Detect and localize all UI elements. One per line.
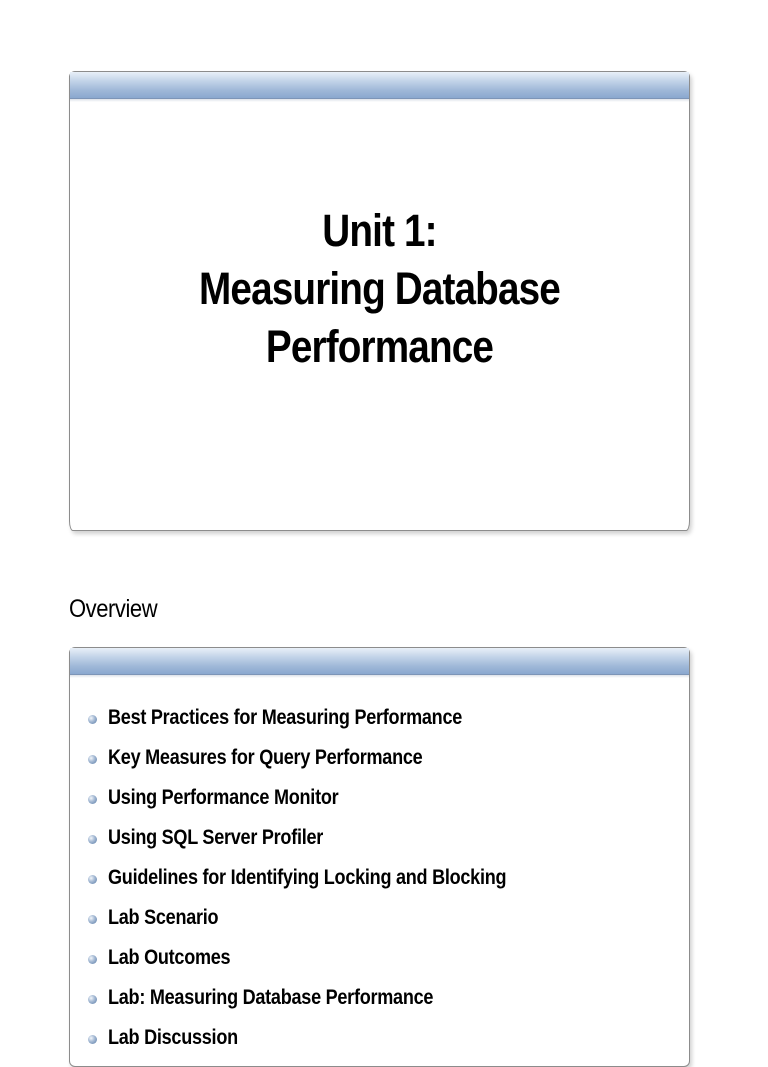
section-heading: Overview [69,595,158,623]
slide-title [113,202,645,376]
slide-header-band [70,648,689,675]
bullet-icon [88,995,97,1004]
slide-title-line-3: Performance [265,321,494,372]
bullet-text: Lab: Measuring Database Performance [108,986,434,1009]
list-item [88,818,688,858]
title-slide [69,71,690,531]
list-item [88,898,688,938]
bullet-icon [88,755,97,764]
bullet-icon [88,875,97,884]
bullet-text: Lab Outcomes [108,946,231,969]
bullet-text: Guidelines for Identifying Locking and Blocking [108,866,507,889]
bullet-text: Using SQL Server Profiler [108,826,324,849]
bullet-icon [88,715,97,724]
bullet-text: Using Performance Monitor [108,786,339,809]
bullet-text: Best Practices for Measuring Performance [108,706,463,729]
list-item [88,1018,688,1058]
bullet-text: Lab Scenario [108,906,219,929]
list-item [88,778,688,818]
bullet-icon [88,915,97,924]
bullet-icon [88,795,97,804]
list-item [88,738,688,778]
overview-slide [69,647,690,1067]
bullet-icon [88,955,97,964]
slide-title-line-1: Unit 1: [322,205,437,256]
slide-title-line-2: Measuring Database [199,263,560,314]
bullet-list [88,698,688,1058]
bullet-text: Key Measures for Query Performance [108,746,423,769]
list-item [88,978,688,1018]
bullet-text: Lab Discussion [108,1026,238,1049]
list-item [88,698,688,738]
list-item [88,858,688,898]
slide-header-band [70,72,689,99]
bullet-icon [88,835,97,844]
list-item [88,938,688,978]
bullet-icon [88,1035,97,1044]
